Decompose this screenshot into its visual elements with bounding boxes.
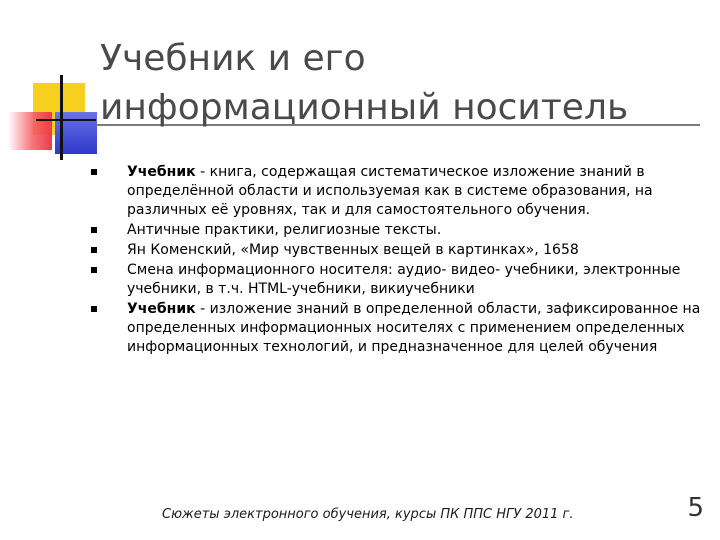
bullet-marker-icon [91,267,97,273]
list-item [90,241,702,260]
decor-vertical-line [60,75,63,160]
decor-horizontal-line [36,119,96,121]
bullet-marker-icon [91,247,97,253]
bullet-list [90,163,702,358]
bullet-marker-icon [91,306,97,312]
list-item [90,221,702,240]
decor-red-square [8,112,52,150]
list-item [90,163,702,220]
list-item [90,261,702,299]
page-number: 5 [687,493,704,523]
bullet-bold-term: Учебник [127,301,196,317]
bullet-text: Ян Коменский, «Мир чувственных вещей в картинках», 1658 [127,242,579,258]
slide-footer: Сюжеты электронного обучения, курсы ПК ППС НГУ 2011 г. [162,507,574,522]
bullet-marker-icon [91,169,97,175]
bullet-text: Античные практики, религиозные тексты. [127,222,442,238]
bullet-text: Смена информационного носителя: аудио- видео- учебники, электронные учебники, в т.ч. HTML-учебники, викиучебники [127,262,681,297]
bullet-bold-term: Учебник [127,164,196,180]
bullet-marker-icon [91,227,97,233]
bullet-text: - изложение знаний в определенной области, зафиксированное на определенных информационных носителях с применением определенных информационных технологий, и предназначенное для целей обучения [127,301,701,355]
list-item [90,300,702,357]
bullet-text: - книга, содержащая систематическое изложение знаний в определённой области и используемая как в системе образования, на различных её уровнях, так и для самостоятельного обучения. [127,164,653,218]
slide-title: Учебник и его информационный носитель [100,38,629,128]
